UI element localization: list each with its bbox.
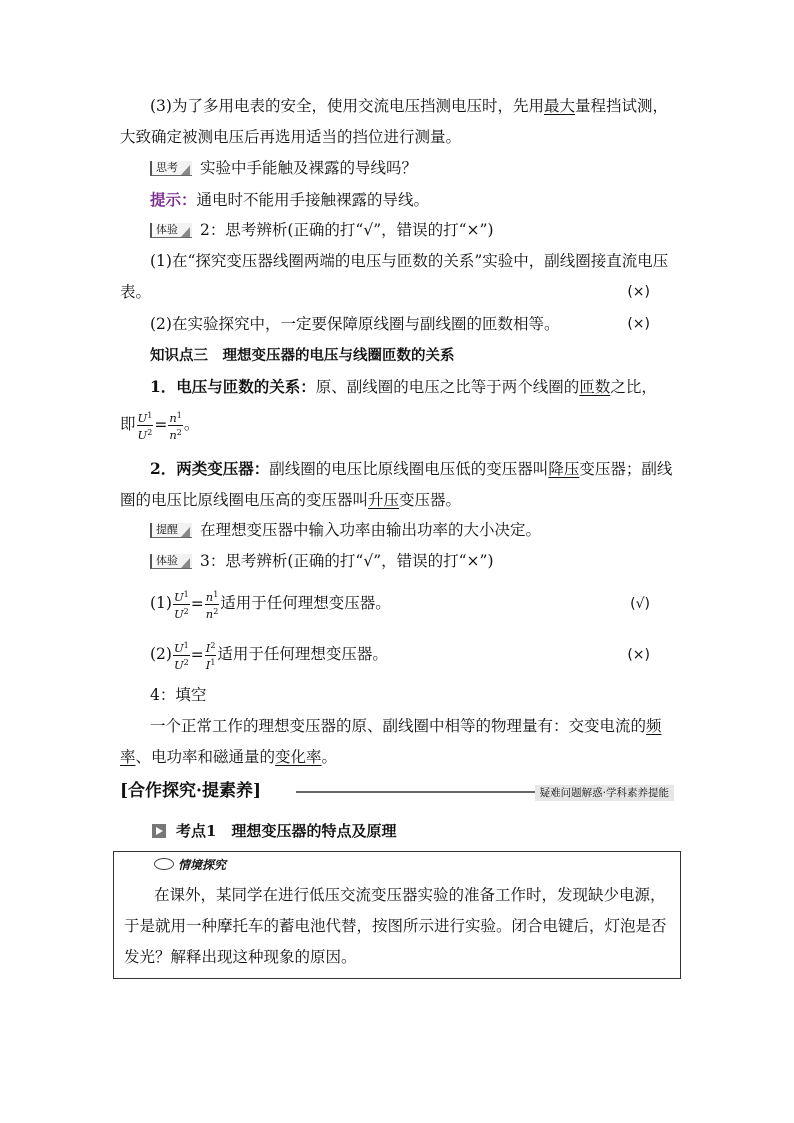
- fraction-i2-i1: $\frac{I^2}{I^1}$: [205, 640, 216, 672]
- exp2-item2: (2)在实验探究中，一定要保障原线圈与副线圈的匝数相等。 (×): [120, 309, 676, 340]
- exp3-item1: (1) $\frac{U^1}{U^2}$ = $\frac{n^1}{n^2}$ 适用于任何理想变压器。 (√): [120, 582, 676, 625]
- remind-tag: 提醒: [150, 523, 192, 538]
- underlined-answer: 最大: [543, 97, 575, 115]
- exp3-mark2: (×): [627, 646, 650, 663]
- section-header: [120, 778, 674, 804]
- voltage-turns-relation: 1．电压与匝数的关系：原、副线圈的电压之比等于两个线圈的匝数之比，: [150, 377, 657, 396]
- exp2-item1: (1)在“探究变压器线圈两端的电压与匝数的关系”实验中，副线圈接直流电压表。 (×): [120, 246, 676, 308]
- section-title: [合作探究·提素养]: [120, 781, 262, 801]
- exp2-mark1: (×): [627, 284, 650, 300]
- hint-line: 提示：通电时不能用手接触裸露的导线。: [150, 190, 430, 209]
- exp3-item2: (2) $\frac{U^1}{U^2}$ = $\frac{I^2}{I^1}$ 适用于任何理想变压器。 (×): [120, 633, 676, 676]
- underlined-answer: 降压: [548, 460, 580, 478]
- scenario-box: [113, 851, 681, 979]
- exp2-mark2: (×): [627, 316, 650, 332]
- play-triangle-icon: [152, 824, 166, 838]
- fraction-u1-u2: $\frac{U^1}{U^2}$: [173, 640, 189, 672]
- exp2-tag: 体验: [150, 223, 192, 238]
- scenario-head: 情境探究: [154, 857, 226, 873]
- fraction-n1-n2: $\frac{n^1}{n^2}$: [205, 589, 219, 621]
- paragraph-multimeter-safety: (3)为了多用电表的安全，使用交流电压挡测电压时，先用最大量程挡试测，大致确定被测电压后再选用适当的挡位进行测量。: [120, 97, 668, 146]
- think-tag: 思考: [150, 161, 192, 176]
- exp3-mark1: (√): [630, 595, 650, 612]
- fraction-n1-n2: $\frac{n^1}{n^2}$: [169, 410, 182, 442]
- underlined-answer: 升压: [368, 491, 400, 509]
- underlined-answer: 变化率: [275, 748, 322, 766]
- two-transformer-types: 2．两类变压器：副线圈的电压比原线圈电压低的变压器叫降压变压器；副线圈的电压比原线圈电压高的变压器叫升压变压器。: [120, 459, 673, 509]
- exp3-tag: 体验: [150, 554, 192, 569]
- scenario-icon: [154, 858, 174, 870]
- think-line: 思考 实验中手能触及裸露的导线吗？: [120, 153, 676, 184]
- exp3-head: 体验 3：思考辨析(正确的打“√”，错误的打“×”): [120, 546, 676, 577]
- hint-label: 提示：: [150, 190, 197, 209]
- section-subtitle: 疑难问题解惑·学科素养提能: [535, 785, 674, 801]
- fill-head: 4：填空: [150, 686, 207, 704]
- voltage-ratio-formula: 即 $\frac{U^1}{U^2}$ = $\frac{n^1}{n^2}$ 。: [120, 410, 200, 442]
- underlined-answer: 匝数: [579, 378, 611, 396]
- underlined-answer: 频率: [120, 717, 662, 766]
- remind-line: 提醒 在理想变压器中输入功率由输出功率的大小决定。: [120, 515, 676, 546]
- fraction-u1-u2: $\frac{U^1}{U^2}$: [173, 589, 189, 621]
- exp2-head: 体验 2：思考辨析(正确的打“√”，错误的打“×”): [120, 215, 676, 246]
- topic-heading: 考点1 理想变压器的特点及原理: [152, 818, 396, 844]
- fraction-u1-u2: $\frac{U^1}{U^2}$: [137, 410, 153, 442]
- fill-paragraph: 一个正常工作的理想变压器的原、副线圈中相等的物理量有：交变电流的频率、电功率和磁通量的变化率。: [120, 717, 662, 766]
- knowledge-point-3-title: 知识点三 理想变压器的电压与线圈匝数的关系: [150, 347, 455, 364]
- scenario-text: 在课外，某同学在进行低压交流变压器实验的准备工作时，发现缺少电源，于是就用一种摩托车的蓄电池代替，按图所示进行实验。闭合电键后，灯泡是否发光？解释出现这种现象的原因。: [124, 886, 667, 966]
